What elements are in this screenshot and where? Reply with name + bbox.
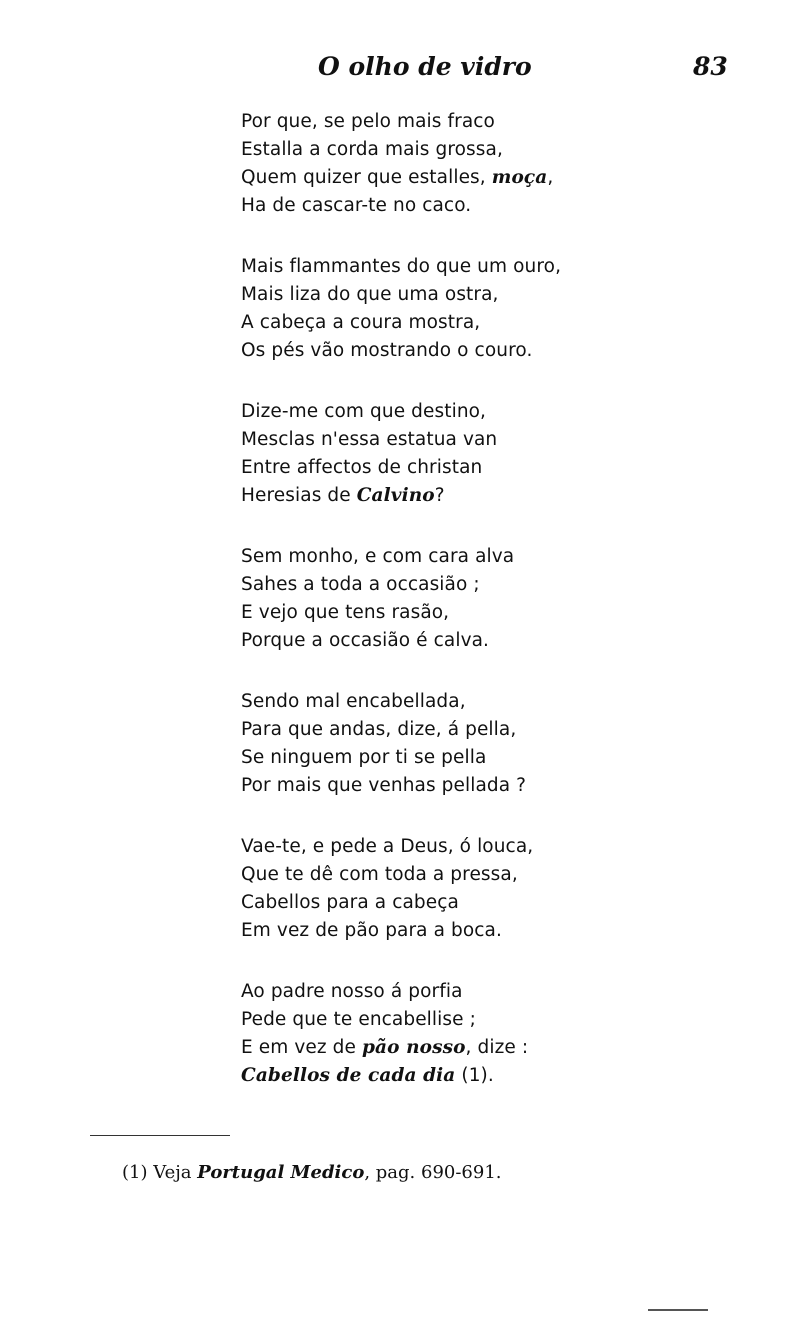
verse-line	[241, 192, 701, 220]
verse-text: Que te dê com toda a pressa,	[241, 864, 518, 885]
verse-text: Sendo mal encabellada,	[241, 691, 466, 712]
stanza	[241, 253, 701, 365]
verse-line	[241, 1062, 701, 1090]
verse-line	[241, 688, 701, 716]
stanza	[241, 398, 701, 510]
verse-text: Cabellos para a cabeça	[241, 892, 459, 913]
verse-text-after: ,	[547, 167, 554, 188]
verse-text: Dize-me com que destino,	[241, 401, 487, 422]
verse-text: Ha de cascar-te no caco.	[241, 195, 472, 216]
verse-line	[241, 309, 701, 337]
verse-emphasis: Cabellos de cada dia	[241, 1065, 456, 1086]
verse-text: Para que andas, dize, á pella,	[241, 719, 517, 740]
verse-text: Vae-te, e pede a Deus, ó louca,	[241, 836, 534, 857]
stanza	[241, 833, 701, 945]
verse-line	[241, 164, 701, 192]
verse-text-after: , dize :	[465, 1037, 529, 1058]
poem-body	[241, 108, 701, 1123]
verse-line	[241, 833, 701, 861]
verse-text: Em vez de pão para a boca.	[241, 920, 502, 941]
verse-line	[241, 861, 701, 889]
verse-text-after: (1).	[455, 1065, 494, 1086]
verse-line	[241, 772, 701, 800]
verse-line	[241, 627, 701, 655]
verse-line	[241, 253, 701, 281]
page-number: 83	[693, 52, 728, 81]
verse-line	[241, 917, 701, 945]
verse-line	[241, 482, 701, 510]
verse-text: Estalla a corda mais grossa,	[241, 139, 503, 160]
running-head	[0, 52, 800, 82]
verse-text: Sahes a toda a occasião ;	[241, 574, 480, 595]
verse-text: Pede que te encabellise ;	[241, 1009, 476, 1030]
verse-line	[241, 889, 701, 917]
footnote-prefix: (1) Veja	[122, 1162, 198, 1183]
footnote	[122, 1160, 502, 1186]
stanza	[241, 108, 701, 220]
verse-line	[241, 426, 701, 454]
verse-line	[241, 337, 701, 365]
verse-text: E vejo que tens rasão,	[241, 602, 450, 623]
stanza	[241, 543, 701, 655]
verse-text: Entre affectos de christan	[241, 457, 483, 478]
verse-text: Por que, se pelo mais fraco	[241, 111, 495, 132]
verse-line	[241, 136, 701, 164]
verse-line	[241, 744, 701, 772]
footnote-title: Portugal Medico	[197, 1162, 365, 1183]
verse-text: Sem monho, e com cara alva	[241, 546, 515, 567]
verse-text-after: ?	[434, 485, 445, 506]
verse-text: Mais liza do que uma ostra,	[241, 284, 499, 305]
verse-line	[241, 1034, 701, 1062]
stanza	[241, 688, 701, 800]
verse-emphasis: moça	[491, 167, 548, 188]
footnote-divider	[90, 1135, 230, 1136]
verse-text: Porque a occasião é calva.	[241, 630, 490, 651]
verse-line	[241, 543, 701, 571]
bottom-corner-mark	[648, 1309, 708, 1311]
verse-line	[241, 1006, 701, 1034]
verse-text: Ao padre nosso á porfia	[241, 981, 463, 1002]
stanza	[241, 978, 701, 1090]
verse-text: Se ninguem por ti se pella	[241, 747, 487, 768]
verse-text: Mesclas n'essa estatua van	[241, 429, 498, 450]
footnote-suffix: , pag. 690-691.	[364, 1162, 502, 1183]
verse-line	[241, 978, 701, 1006]
verse-line	[241, 716, 701, 744]
verse-line	[241, 108, 701, 136]
verse-text: A cabeça a coura mostra,	[241, 312, 481, 333]
verse-line	[241, 571, 701, 599]
verse-emphasis: Calvino	[356, 485, 435, 506]
verse-line	[241, 599, 701, 627]
verse-text: Os pés vão mostrando o couro.	[241, 340, 533, 361]
verse-text: Mais flammantes do que um ouro,	[241, 256, 562, 277]
running-title: O olho de vidro	[318, 52, 532, 81]
verse-text: Por mais que venhas pellada ?	[241, 775, 527, 796]
verse-line	[241, 454, 701, 482]
verse-text: E em vez de	[241, 1037, 362, 1058]
verse-line	[241, 281, 701, 309]
verse-emphasis: pão nosso	[361, 1037, 466, 1058]
verse-line	[241, 398, 701, 426]
verse-text: Heresias de	[241, 485, 357, 506]
verse-text: Quem quizer que estalles,	[241, 167, 492, 188]
